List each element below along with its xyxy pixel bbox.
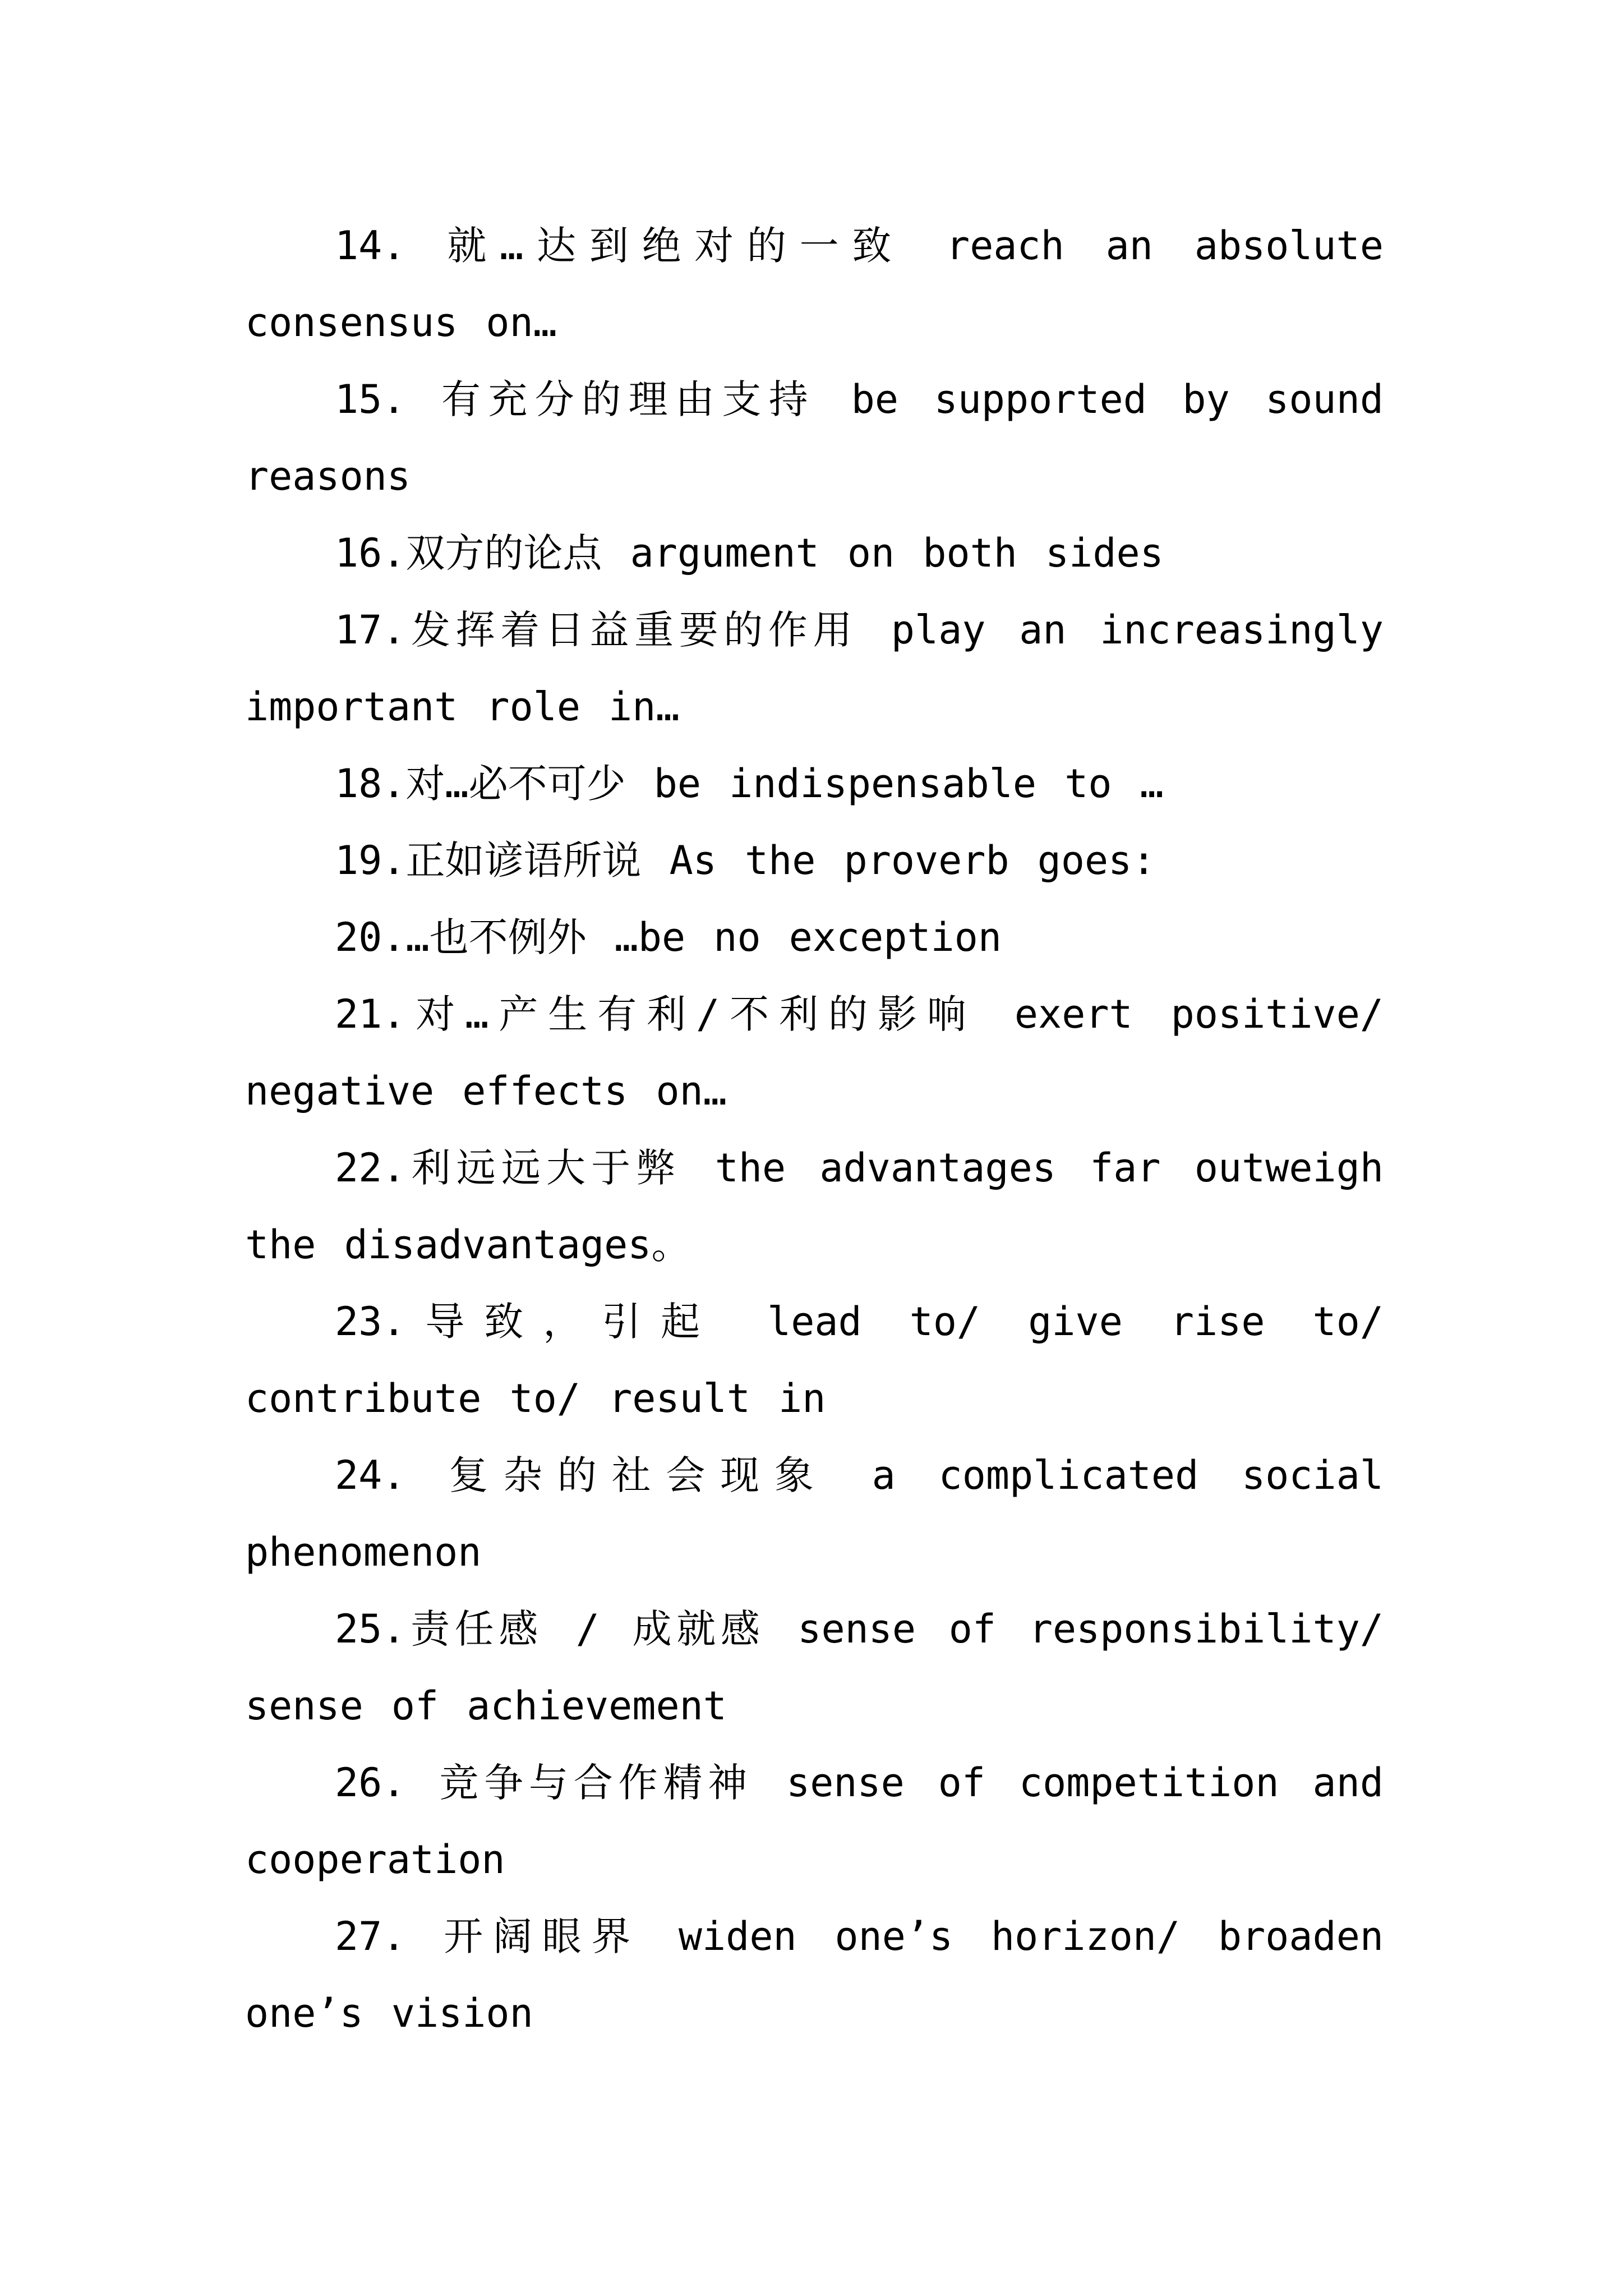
english-phrase: play an increasingly important role in…: [245, 607, 1384, 730]
entry-number: 25.: [335, 1606, 406, 1652]
english-phrase: widen one’s horizon/ broaden one’s vision: [245, 1913, 1384, 2036]
chinese-phrase: …也不例外: [405, 914, 587, 960]
phrase-entry-23: [245, 1283, 1384, 1437]
phrase-entry-22: [245, 1130, 1384, 1283]
entry-number: 19.: [335, 838, 406, 884]
entry-number: 27.: [335, 1913, 406, 1959]
chinese-phrase: 竞争与合作精神: [439, 1760, 753, 1806]
entry-number: 17.: [335, 607, 406, 653]
entry-number: 23.: [335, 1299, 406, 1345]
phrase-entry-16: [245, 515, 1384, 592]
chinese-phrase: 双方的论点: [405, 530, 602, 576]
phrase-entry-20: [245, 899, 1384, 976]
english-phrase: argument on both sides: [630, 530, 1164, 576]
phrase-entry-19: [245, 822, 1384, 899]
entry-number: 15.: [335, 376, 406, 422]
english-phrase: As the proverb goes:: [669, 838, 1156, 884]
chinese-phrase: 就…达到绝对的一致: [447, 223, 905, 269]
entry-number: 20.: [335, 914, 406, 960]
english-phrase: a complicated social phenomenon: [245, 1452, 1384, 1575]
entry-number: 21.: [335, 991, 406, 1037]
phrase-entry-18: [245, 746, 1384, 822]
chinese-phrase: 复杂的社会现象: [449, 1452, 829, 1498]
phrase-entry-17: [245, 592, 1384, 746]
english-phrase: sense of responsibility/ sense of achievement: [245, 1606, 1384, 1729]
english-phrase: reach an absolute consensus on…: [245, 223, 1384, 346]
entry-number: 16.: [335, 530, 406, 576]
english-phrase: be indispensable to …: [653, 761, 1164, 807]
english-phrase: lead to/ give rise to/ contribute to/ result in: [245, 1299, 1384, 1421]
english-phrase: the advantages far outweigh the disadvantages。: [245, 1145, 1384, 1268]
chinese-phrase: 利远远大于弊: [405, 1145, 681, 1191]
chinese-phrase: 责任感 / 成就感: [405, 1606, 765, 1652]
entry-number: 24.: [335, 1452, 406, 1498]
phrase-entry-24: [245, 1437, 1384, 1591]
phrase-entry-14: [245, 208, 1384, 361]
chinese-phrase: 导致，引起: [405, 1299, 720, 1345]
phrase-entry-25: [245, 1591, 1384, 1745]
entry-number: 22.: [335, 1145, 406, 1191]
phrase-entry-26: [245, 1745, 1384, 1898]
chinese-phrase: 有充分的理由支持: [441, 376, 816, 422]
chinese-phrase: 对…产生有利/不利的影响: [405, 991, 976, 1037]
phrase-entry-27: [245, 1898, 1384, 2052]
english-phrase: …be no exception: [614, 914, 1002, 960]
english-phrase: sense of competition and cooperation: [245, 1760, 1384, 1883]
phrase-entry-21: [245, 976, 1384, 1130]
chinese-phrase: 正如谚语所说: [405, 838, 642, 884]
phrase-entry-15: [245, 361, 1384, 515]
phrase-list: [245, 208, 1384, 2052]
english-phrase: exert positive/ negative effects on…: [245, 991, 1384, 1114]
entry-number: 14.: [335, 223, 406, 269]
entry-number: 18.: [335, 761, 406, 807]
entry-number: 26.: [335, 1760, 406, 1806]
chinese-phrase: 发挥着日益重要的作用: [405, 607, 858, 653]
english-phrase: be supported by sound reasons: [245, 376, 1384, 499]
chinese-phrase: 对…必不可少: [405, 761, 626, 807]
chinese-phrase: 开阔眼界: [444, 1913, 641, 1959]
